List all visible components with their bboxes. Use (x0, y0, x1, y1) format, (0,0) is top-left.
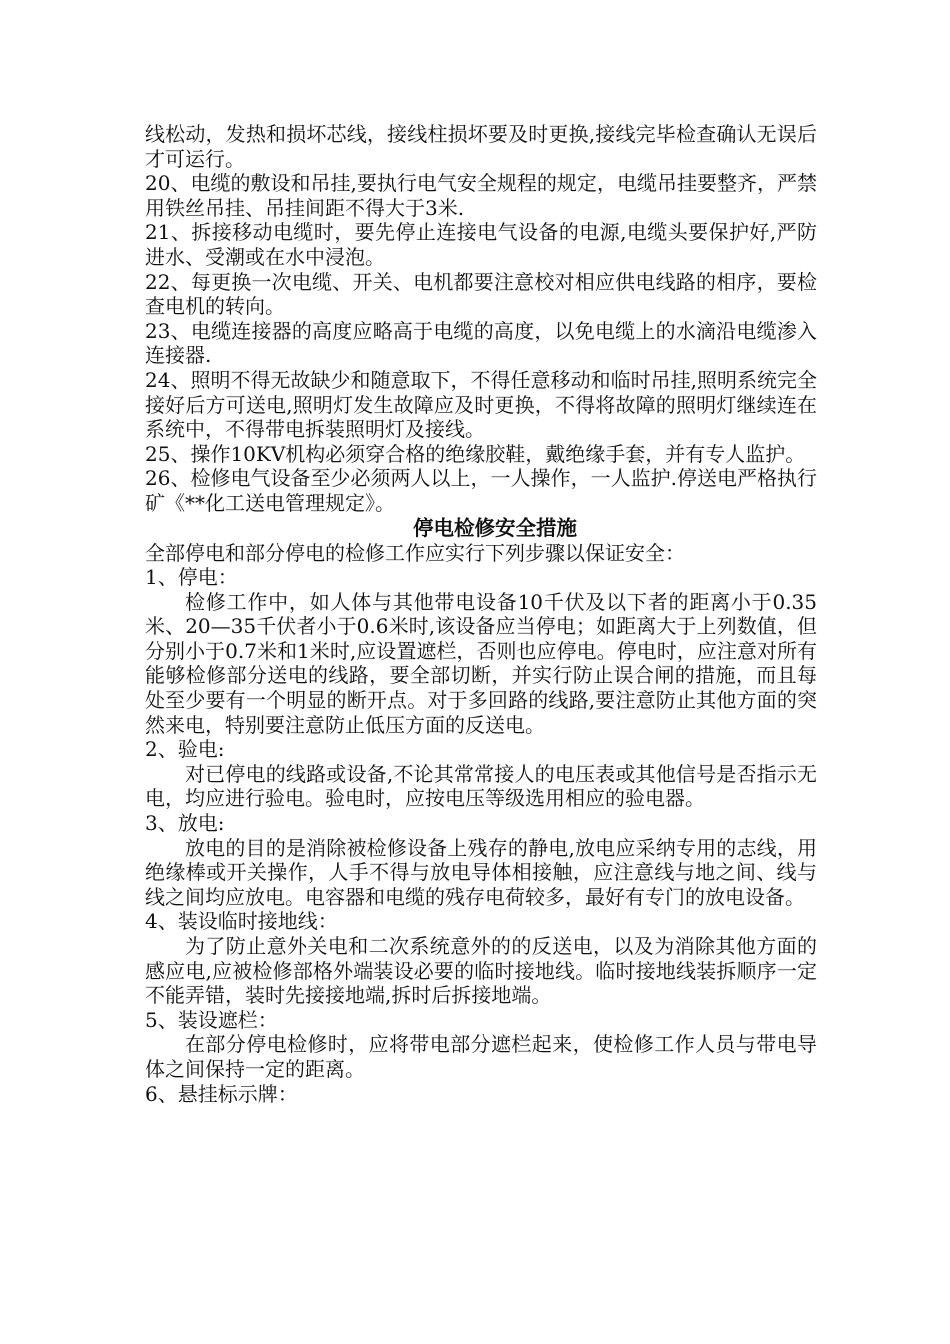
rule-26: 26、检修电气设备至少必须两人以上，一人操作，一人监护.停送电严格执行矿《**化工送电管理规定》。 (145, 466, 817, 515)
step-title-grounding: 4、装设临时接地线： (145, 909, 338, 934)
paragraph-continuation: 线松动，发热和损坏芯线，接线柱损坏要及时更换,接线完毕检查确认无误后才可运行。 (145, 122, 817, 171)
section-heading: 停电检修安全措施 (413, 515, 577, 540)
step-title-barrier: 5、装设遮栏： (145, 1007, 278, 1032)
step-body-barrier: 在部分停电检修时，应将带电部分遮栏起来，使检修工作人员与带电导体之间保持一定的距离。 (145, 1032, 817, 1081)
document-page (145, 122, 817, 1106)
step-title-power-off: 1、停电： (145, 565, 238, 590)
step-title-voltage-test: 2、验电: (145, 737, 225, 762)
rule-23: 23、电缆连接器的高度应略高于电缆的高度，以免电缆上的水滴沿电缆渗入连接器. (145, 318, 817, 368)
step-body-discharge: 放电的目的是消除被检修设备上残存的静电,放电应采纳专用的志线，用绝缘棒或开关操作，人手不得与放电导体相接触，应注意线与地之间、线与线之间均应放电。电容器和电缆的残存电荷较多，最好有专门的放电设备。 (145, 835, 817, 909)
step-body-grounding: 为了防止意外关电和二次系统意外的的反送电，以及为消除其他方面的感应电,应被检修部格外端装设必要的临时接地线。临时接地线装拆顺序一定不能弄错，装时先接接地端,拆时后拆接地端。 (145, 934, 817, 1008)
section-intro: 全部停电和部分停电的检修工作应实行下列步骤以保证安全： (145, 540, 685, 565)
rule-24: 24、照明不得无故缺少和随意取下，不得任意移动和临时吊挂,照明系统完全接好后方可送电,照明灯发生故障应及时更换，不得将故障的照明灯继续连在系统中，不得带电拆装照明灯及接线。 (145, 367, 817, 442)
rule-25: 25、操作10KV机构必须穿合格的绝缘胶鞋，戴绝缘手套，并有专人监护。 (145, 441, 806, 466)
step-title-signage: 6、悬挂标示牌： (145, 1081, 298, 1106)
rule-20: 20、电缆的敷设和吊挂,要执行电气安全规程的规定，电缆吊挂要整齐，严禁用铁丝吊挂、吊挂间距不得大于3米. (145, 171, 817, 220)
step-body-voltage-test: 对已停电的线路或设备,不论其常常接人的电压表或其他信号是否指示无电，均应进行验电。验电时，应按电压等级选用相应的验电器。 (145, 761, 817, 811)
step-body-power-off: 检修工作中，如人体与其他带电设备10千伏及以下者的距离小于0.35米、20—35千伏者小于0.6米时,该设备应当停电；如距离大于上列数值，但分别小于0.7米和1米时,应设置遮栏，否则也应停电。停电时，应注意对所有能够检修部分送电的线路，要全部切断，并实行防止误合闸的措施，而且每处至少要有一个明显的断开点。对于多回路的线路,要注意防止其他方面的突然来电，特别要注意防止低压方面的反送电。 (145, 589, 817, 737)
rule-22: 22、每更换一次电缆、开关、电机都要注意校对相应供电线路的相序，要检查电机的转向。 (145, 269, 817, 319)
step-title-discharge: 3、放电: (145, 811, 225, 836)
rule-21: 21、拆接移动电缆时，要先停止连接电气设备的电源,电缆头要保护好,严防进水、受潮或在水中浸泡。 (145, 220, 817, 269)
